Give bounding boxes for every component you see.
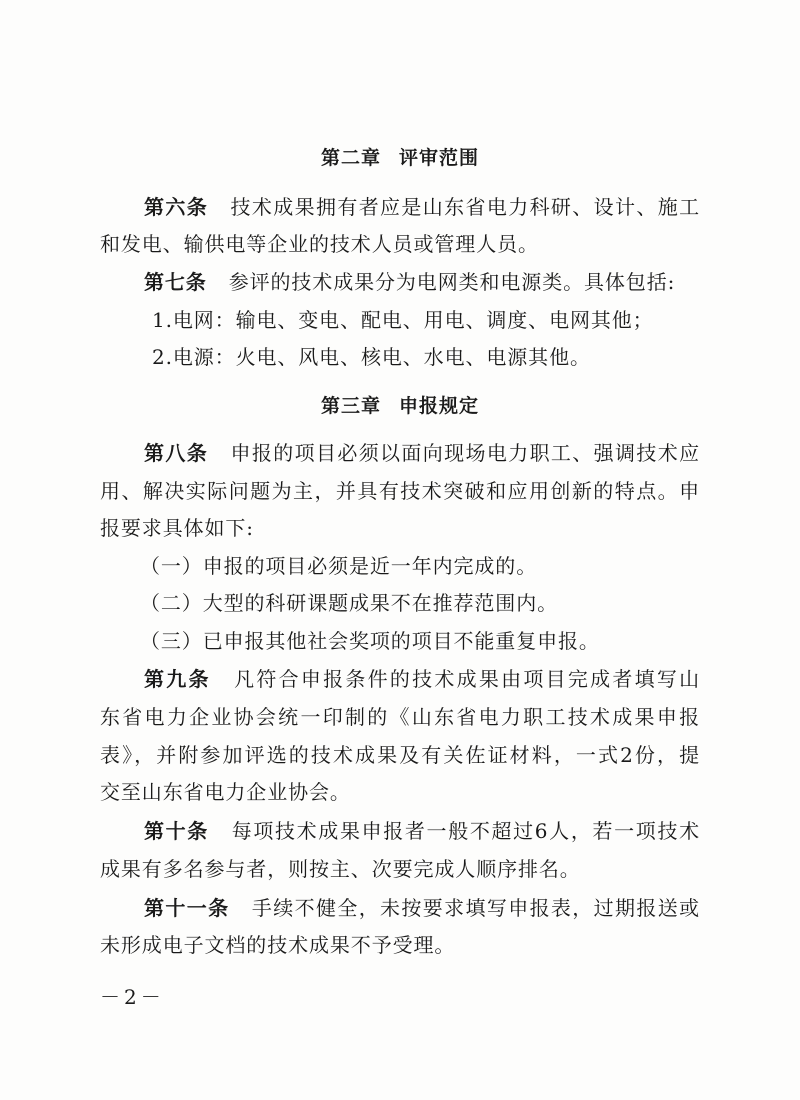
- article-label: 第十条: [144, 819, 209, 843]
- page-number: －2－: [100, 985, 165, 1009]
- article-8-line-3: 报要求具体如下:: [100, 516, 254, 540]
- article-text: 手续不健全，未按要求填写申报表，过期报送或: [251, 896, 700, 920]
- article-6-line-2: 和发电、输供电等企业的技术人员或管理人员。: [100, 232, 539, 256]
- requirement-3: （三）已申报其他社会奖项的项目不能重复申报。: [140, 629, 600, 653]
- article-7-line-1: [100, 269, 744, 295]
- chapter-number: 第三章: [320, 395, 381, 417]
- article-6-line-1: [100, 194, 700, 220]
- article-text: 参评的技术成果分为电网类和电源类。具体包括:: [228, 270, 676, 294]
- article-9-line-4: 交至山东省电力企业协会。: [100, 780, 351, 804]
- article-9-line-3: 表》，并附参加评选的技术成果及有关佐证材料，一式2份，提: [100, 743, 700, 767]
- article-11-line-1: [100, 895, 700, 921]
- article-text: 申报的项目必须以面向现场电力职工、强调技术应: [230, 441, 700, 465]
- requirement-2: （二）大型的科研课题成果不在推荐范围内。: [140, 591, 558, 615]
- list-item-power: 2.电源：火电、风电、核电、水电、电源其他。: [152, 345, 591, 369]
- article-9-line-2: 东省电力企业协会统一印制的《山东省电力职工技术成果申报: [100, 705, 700, 729]
- requirement-1: （一）申报的项目必须是近一年内完成的。: [140, 554, 538, 578]
- article-label: 第六条: [144, 195, 209, 219]
- list-item-grid: 1.电网：输电、变电、配电、用电、调度、电网其他；: [152, 308, 654, 332]
- article-8-line-2: 用、解决实际问题为主，并具有技术突破和应用创新的特点。申: [100, 479, 700, 503]
- article-10-line-1: [100, 818, 700, 844]
- article-label: 第九条: [144, 667, 211, 691]
- chapter-title: 评审范围: [399, 147, 480, 169]
- article-text: 凡符合申报条件的技术成果由项目完成者填写山: [232, 667, 700, 691]
- article-label: 第十一条: [144, 896, 230, 920]
- article-label: 第八条: [144, 441, 209, 465]
- article-9-line-1: [100, 666, 700, 692]
- chapter-heading-3: [100, 394, 700, 418]
- article-11-line-2: 未形成电子文档的技术成果不予受理。: [100, 933, 456, 957]
- article-10-line-2: 成果有多名参与者，则按主、次要完成人顺序排名。: [100, 857, 581, 881]
- article-text: 每项技术成果申报者一般不超过6人，若一项技术: [230, 819, 700, 843]
- article-label: 第七条: [144, 270, 207, 294]
- chapter-number: 第二章: [320, 147, 381, 169]
- chapter-heading-2: [100, 146, 700, 170]
- chapter-title: 申报规定: [399, 395, 480, 417]
- article-8-line-1: [100, 440, 700, 466]
- article-text: 技术成果拥有者应是山东省电力科研、设计、施工: [230, 195, 700, 219]
